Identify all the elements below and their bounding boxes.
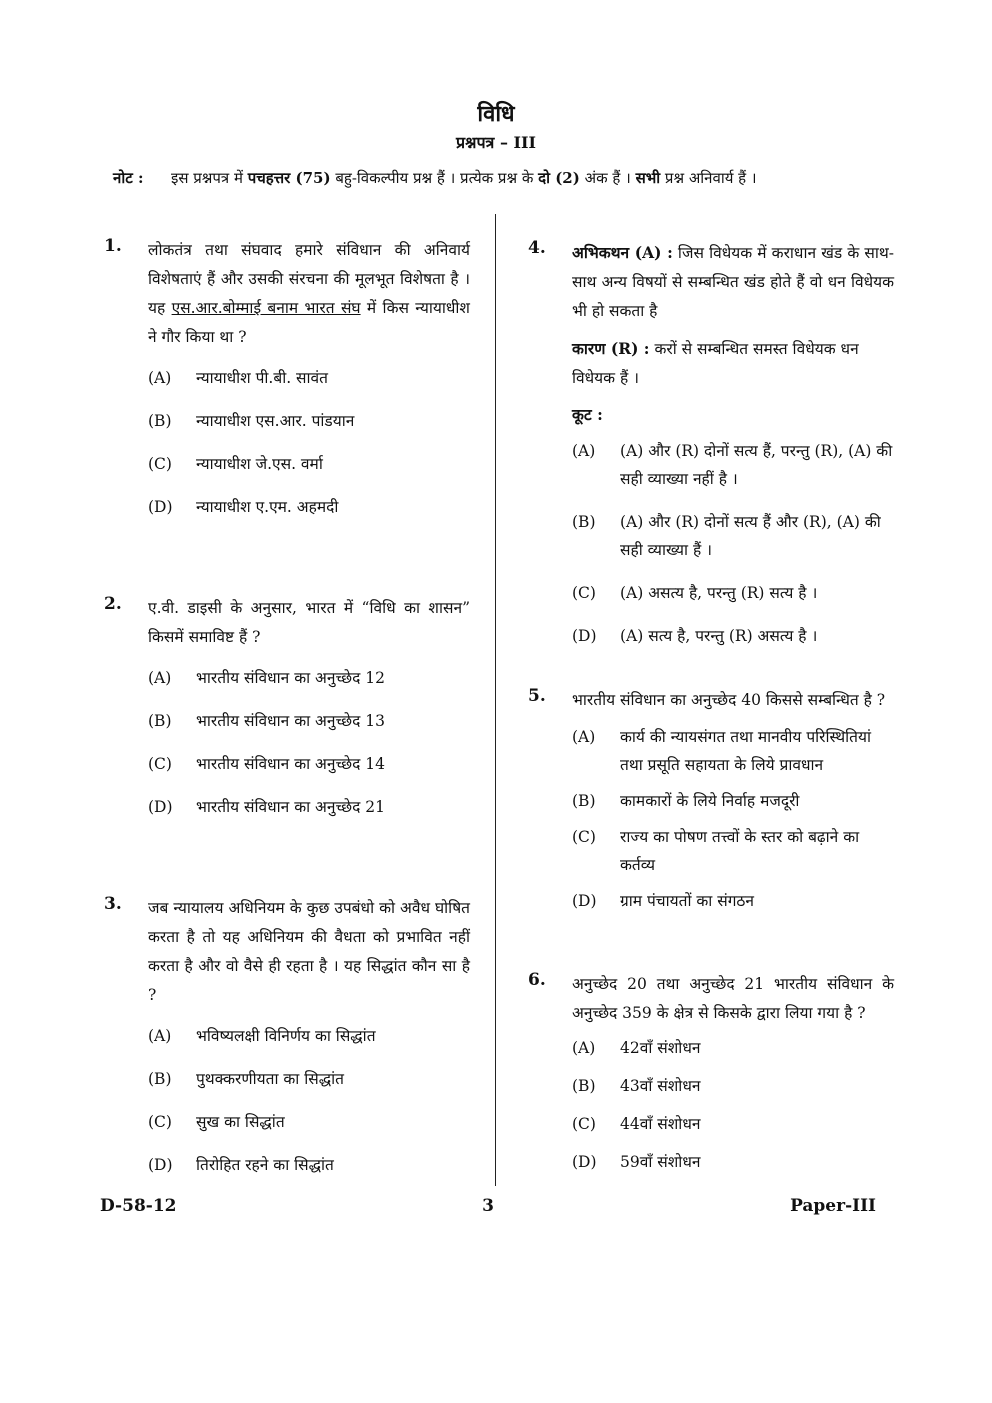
note-bold-all: सभी <box>635 169 661 187</box>
option-a <box>572 723 894 779</box>
option-label: (A) <box>572 442 596 460</box>
question-text-part: लोकतंत्र तथा संघवाद हमारे संविधान की अनिवार्य विशेषताएं हैं और उसकी संरचना की मूलभूत विशेषता है । यह <box>148 241 470 317</box>
option-c <box>572 823 894 879</box>
question-number: 3. <box>104 894 122 914</box>
option-text: न्यायाधीश एस.आर. पांडयान <box>196 412 355 430</box>
option-label: (A) <box>572 1039 596 1057</box>
option-label: (D) <box>572 627 597 645</box>
options-list <box>148 664 470 821</box>
option-c <box>572 579 894 607</box>
note-text-2: बहु-विकल्पीय प्रश्न हैं । प्रत्येक प्रश्न के <box>330 169 539 187</box>
page-title: विधि <box>477 101 515 127</box>
option-text: तिरोहित रहने का सिद्धांत <box>196 1156 334 1174</box>
case-name-underlined: एस.आर.बोम्माई बनाम भारत संघ <box>171 299 361 317</box>
code-label: कूट : <box>572 405 603 424</box>
option-d <box>572 622 894 650</box>
option-label: (A) <box>148 669 172 687</box>
option-text: न्यायाधीश ए.एम. अहमदी <box>196 498 339 516</box>
option-a <box>148 1022 470 1050</box>
note-label: नोट : <box>113 169 144 187</box>
option-text: भविष्यलक्षी विनिर्णय का सिद्धांत <box>196 1027 376 1045</box>
option-text: (A) और (R) दोनों सत्य हैं, परन्तु (R), (A) की सही व्याख्या नहीं है । <box>620 442 893 488</box>
option-b <box>148 707 470 735</box>
note-text-3: अंक हैं । <box>579 169 636 187</box>
option-label: (C) <box>148 1113 172 1131</box>
option-label: (A) <box>572 728 596 746</box>
option-text: 59वाँ संशोधन <box>620 1153 701 1171</box>
option-label: (B) <box>148 412 172 430</box>
option-label: (C) <box>572 1115 596 1133</box>
question-number: 6. <box>528 970 546 990</box>
option-b <box>572 787 894 815</box>
question-text <box>148 236 470 352</box>
option-c <box>148 450 470 478</box>
page-footer <box>100 1196 876 1220</box>
option-a <box>148 664 470 692</box>
option-text: पुथक्करणीयता का सिद्धांत <box>196 1070 344 1088</box>
option-text: ग्राम पंचायतों का संगठन <box>620 892 755 910</box>
option-label: (C) <box>148 755 172 773</box>
assertion <box>572 238 894 326</box>
option-d <box>148 793 470 821</box>
option-text: (A) असत्य है, परन्तु (R) सत्य है । <box>620 584 818 602</box>
question-number: 5. <box>528 686 546 706</box>
option-b <box>148 1065 470 1093</box>
option-label: (B) <box>572 792 596 810</box>
note-bold-count: पचहत्तर (75) <box>247 169 331 187</box>
option-d <box>572 1148 894 1176</box>
option-label: (D) <box>572 1153 597 1171</box>
question-3 <box>100 894 470 1194</box>
option-text: 42वाँ संशोधन <box>620 1039 701 1057</box>
instructions-note <box>113 168 893 188</box>
option-label: (D) <box>148 498 173 516</box>
option-label: (B) <box>148 712 172 730</box>
paper-label: Paper-III <box>790 1196 876 1216</box>
option-text: भारतीय संविधान का अनुच्छेद 14 <box>196 755 385 773</box>
option-text: 44वाँ संशोधन <box>620 1115 701 1133</box>
option-text: (A) सत्य है, परन्तु (R) असत्य है । <box>620 627 818 645</box>
question-text: भारतीय संविधान का अनुच्छेद 40 किससे सम्बन्धित है ? <box>572 691 886 709</box>
option-d <box>148 493 470 521</box>
option-text: सुख का सिद्धांत <box>196 1113 285 1131</box>
reason <box>572 334 894 393</box>
assertion-label: अभिकथन (A) : <box>572 243 673 262</box>
option-label: (B) <box>572 513 596 531</box>
option-label: (C) <box>572 584 596 602</box>
option-label: (B) <box>148 1070 172 1088</box>
options-list <box>148 364 470 521</box>
option-a <box>572 1034 894 1062</box>
paper-code: D-58-12 <box>100 1196 177 1216</box>
option-text: 43वाँ संशोधन <box>620 1077 701 1095</box>
option-label: (B) <box>572 1077 596 1095</box>
question-text: अनुच्छेद 20 तथा अनुच्छेद 21 भारतीय संविधान के अनुच्छेद 359 के क्षेत्र से किसके द्वारा लिया गया है ? <box>572 975 894 1022</box>
question-text-part: में किस न्यायाधीश ने गौर किया था ? <box>148 299 470 346</box>
option-label: (A) <box>148 369 172 387</box>
option-text: (A) और (R) दोनों सत्य हैं और (R), (A) की सही व्याख्या हैं । <box>620 513 881 559</box>
note-text-1: इस प्रश्नपत्र में <box>171 169 248 187</box>
option-text: राज्य का पोषण तत्त्वों के स्तर को बढ़ाने का कर्तव्य <box>620 828 860 874</box>
option-b <box>148 407 470 435</box>
option-text: न्यायाधीश जे.एस. वर्मा <box>196 455 323 473</box>
question-number: 2. <box>104 594 122 614</box>
question-2 <box>100 594 470 836</box>
option-text: भारतीय संविधान का अनुच्छेद 21 <box>196 798 385 816</box>
option-c <box>148 750 470 778</box>
question-number: 4. <box>528 238 546 258</box>
options-list <box>572 723 894 915</box>
reason-label: कारण (R) : <box>572 339 650 358</box>
option-b <box>572 508 894 564</box>
page-subtitle: प्रश्नपत्र – III <box>456 133 536 152</box>
page-number: 3 <box>482 1196 494 1216</box>
option-label: (A) <box>148 1027 172 1045</box>
question-text: जब न्यायालय अधिनियम के कुछ उपबंधो को अवैध घोषित करता है तो यह अधिनियम की वैधता को प्रभावित नहीं करता है और वो वैसे ही रहता है । यह सिद्धांत कौन सा है ? <box>148 899 470 1004</box>
option-text: न्यायाधीश पी.बी. सावंत <box>196 369 329 387</box>
option-d <box>148 1151 470 1179</box>
question-number: 1. <box>104 236 122 256</box>
assertion-text: जिस विधेयक में कराधान खंड के साथ-साथ अन्य विषयों से सम्बन्धित खंड होते हैं वो धन विधेयक भी हो सकता है <box>572 244 894 320</box>
option-c <box>148 1108 470 1136</box>
option-c <box>572 1110 894 1138</box>
option-label: (D) <box>148 1156 173 1174</box>
options-list <box>572 437 894 650</box>
note-bold-marks: दो (2) <box>538 169 580 187</box>
option-b <box>572 1072 894 1100</box>
question-1 <box>100 236 470 536</box>
option-text: कार्य की न्यायसंगत तथा मानवीय परिस्थितियां तथा प्रसूति सहायता के लिये प्रावधान <box>620 728 871 774</box>
option-text: भारतीय संविधान का अनुच्छेद 13 <box>196 712 385 730</box>
options-list <box>572 1034 894 1176</box>
question-text: ए.वी. डाइसी के अनुसार, भारत में “विधि का शासन” किसमें समाविष्ट हैं ? <box>148 599 470 646</box>
option-text: कामकारों के लिये निर्वाह मजदूरी <box>620 792 800 810</box>
question-4 <box>524 238 894 665</box>
option-label: (C) <box>572 828 596 846</box>
option-d <box>572 887 894 915</box>
option-label: (D) <box>148 798 173 816</box>
question-6 <box>524 970 894 1186</box>
options-list <box>148 1022 470 1179</box>
option-label: (D) <box>572 892 597 910</box>
column-divider <box>495 214 496 1186</box>
option-label: (C) <box>148 455 172 473</box>
reason-text: करों से सम्बन्धित समस्त विधेयक धन विधेयक हैं । <box>572 340 859 387</box>
option-text: भारतीय संविधान का अनुच्छेद 12 <box>196 669 385 687</box>
note-text-4: प्रश्न अनिवार्य हैं । <box>660 169 757 187</box>
option-a <box>148 364 470 392</box>
option-a <box>572 437 894 493</box>
question-5 <box>524 686 894 923</box>
